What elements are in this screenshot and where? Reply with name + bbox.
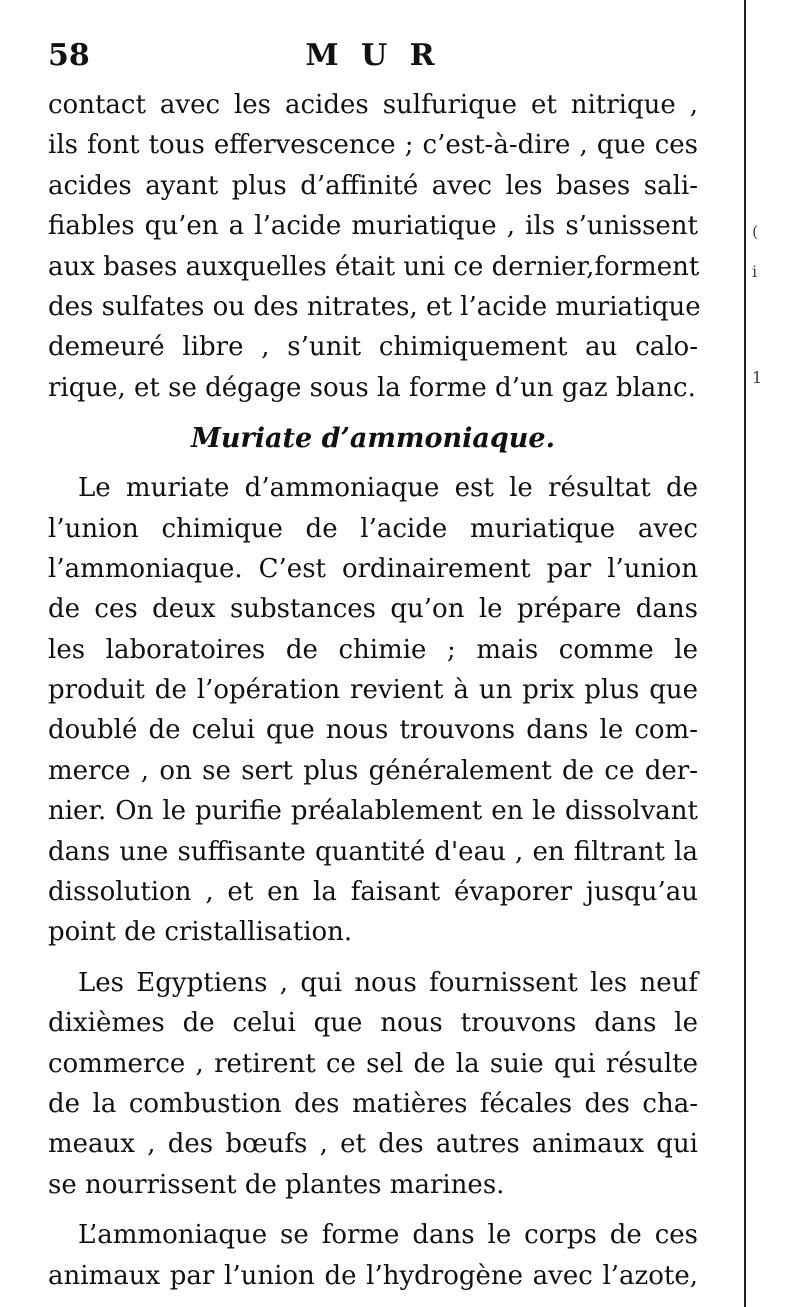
- paragraph: [48, 963, 698, 1205]
- page-header: [48, 30, 698, 80]
- text-line: dans une suffisante quantité d'eau , en filtrant la: [48, 836, 698, 867]
- running-head: M U R: [305, 38, 441, 73]
- edge-mark: (: [752, 222, 759, 241]
- text-line: nier. On le purifie préalablement en le dissolvant: [48, 796, 698, 827]
- text-line: point de cristallisation.: [48, 917, 353, 948]
- text-line: meaux , des bœufs , et des autres animaux qui: [48, 1129, 698, 1160]
- text-line: se nourrissent de plantes marines.: [48, 1169, 505, 1200]
- text-line: doublé de celui que nous trouvons dans le com-: [48, 715, 698, 746]
- text-line: acides ayant plus d’affinité avec les bases sali-: [48, 170, 698, 201]
- text-line: Le muriate d’ammoniaque est le résultat de: [78, 473, 698, 504]
- body-text: [48, 85, 701, 1296]
- text-line: Les Egyptiens , qui nous fournissent les neuf: [78, 967, 698, 998]
- edge-mark: 1: [752, 368, 763, 387]
- paragraph: [48, 1215, 698, 1296]
- intro-paragraph: [48, 85, 701, 408]
- text-line: dissolution , et en la faisant évaporer jusqu’au: [48, 877, 698, 908]
- text-line: de ces deux substances qu’on le prépare dans: [48, 594, 698, 625]
- text-line: fiables qu’en a l’acide muriatique , ils s’unissent: [48, 211, 698, 242]
- text-line: animaux par l’union de l’hydrogène avec l’azote,: [48, 1260, 698, 1291]
- text-line: L’ammoniaque se forme dans le corps de ces: [78, 1220, 698, 1251]
- page-number: 58: [48, 38, 90, 73]
- text-line: rique, et se dégage sous la forme d’un gaz blanc.: [48, 372, 696, 403]
- text-line: contact avec les acides sulfurique et nitrique ,: [48, 90, 698, 120]
- text-line: l’ammoniaque. C’est ordinairement par l’union: [48, 553, 698, 584]
- text-line: aux bases auxquelles était uni ce dernier,forment: [48, 251, 700, 282]
- text-line: produit de l’opération revient à un prix plus que: [48, 675, 698, 706]
- text-line: de la combustion des matières fécales des cha-: [48, 1088, 698, 1119]
- section-title: Muriate d’ammoniaque.: [191, 423, 555, 455]
- text-line: ils font tous effervescence ; c’est-à-dire , que ces: [48, 130, 698, 161]
- text-line: demeuré libre , s’unit chimiquement au calo-: [48, 332, 698, 363]
- text-line: merce , on se sert plus généralement de ce der-: [48, 755, 698, 786]
- text-line: les laboratoires de chimie ; mais comme le: [48, 634, 698, 665]
- edge-mark: i: [752, 262, 758, 281]
- text-line: l’union chimique de l’acide muriatique avec: [48, 513, 698, 544]
- page-edge-line: [744, 0, 746, 1307]
- paragraph: [48, 468, 698, 953]
- text-line: commerce , retirent ce sel de la suie qui résulte: [48, 1048, 698, 1079]
- text-line: des sulfates ou des nitrates, et l’acide muriatique: [48, 291, 701, 322]
- text-line: dixièmes de celui que nous trouvons dans le: [48, 1008, 698, 1039]
